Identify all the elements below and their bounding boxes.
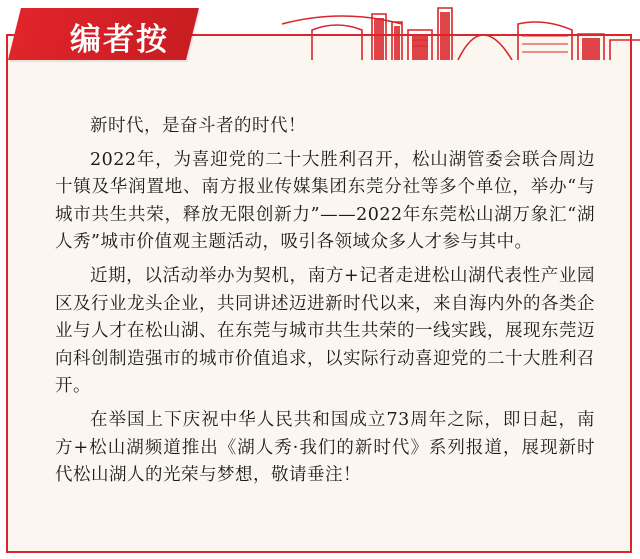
paragraph: 2022年，为喜迎党的二十大胜利召开，松山湖管委会联合周边十镇及华润置地、南方报业传媒集团东莞分社等多个单位，举办“与城市共生共荣，释放无限创新力”——2022年东莞松山湖万象汇“湖人秀”城市价值观主题活动，吸引各领域众多人才参与其中。 — [55, 149, 595, 253]
paragraph: 在举国上下庆祝中华人民共和国成立73周年之际，即日起，南方+松山湖频道推出《湖人秀·我们的新时代》系列报道，展现新时代松山湖人的光荣与梦想，敬请垂注！ — [55, 409, 595, 486]
page-title: 编者按 — [70, 22, 169, 58]
paragraph: 近期，以活动举办为契机，南方+记者走进松山湖代表性产业园区及行业龙头企业，共同讲述迈进新时代以来，来自海内外的各类企业与人才在松山湖、在东莞与城市共生共荣的一线实践，展现东莞迈向科创制造强市的城市价值追求，以实际行动喜迎党的二十大胜利召开。 — [55, 265, 595, 397]
paragraph: 新时代，是奋斗者的时代！ — [90, 116, 306, 136]
city-skyline-illustration — [282, 0, 640, 60]
editor-note-body — [55, 113, 595, 490]
